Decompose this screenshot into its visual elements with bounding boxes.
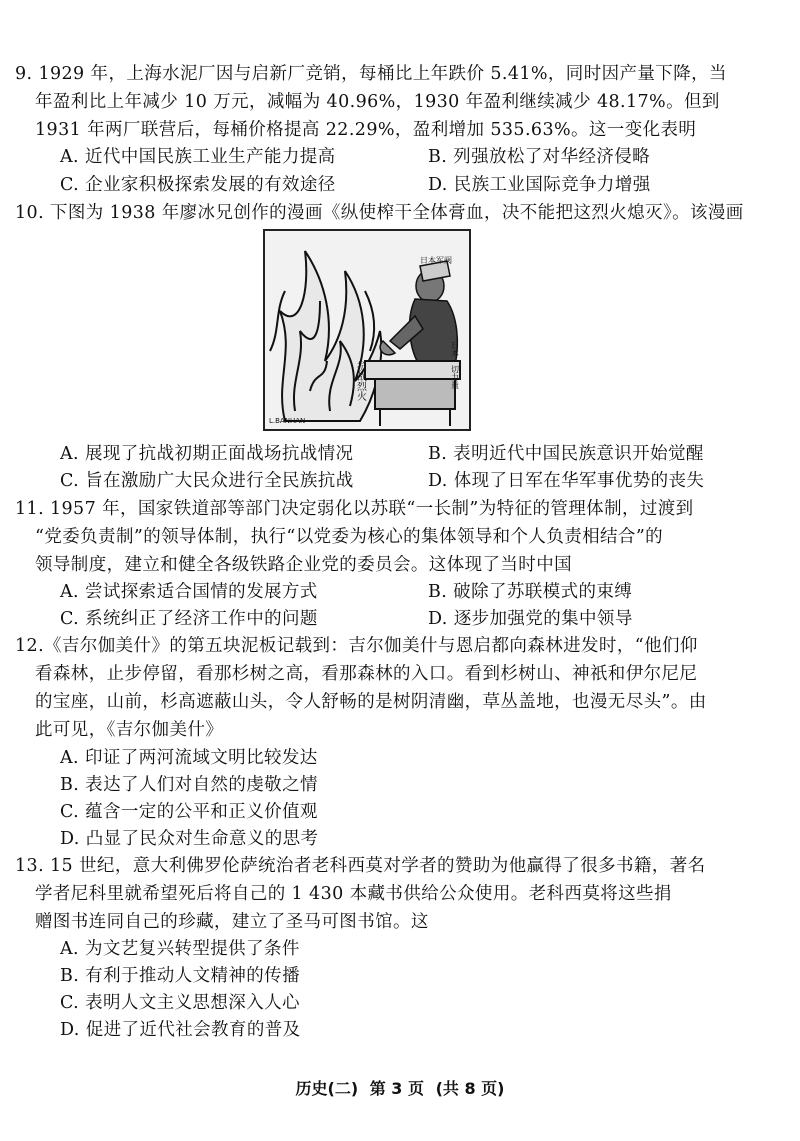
question-text-line: 此可见，《吉尔伽美什》 (35, 720, 224, 740)
option-c: C. 表明人文主义思想深入人心 (60, 993, 300, 1013)
option-c: C. 企业家积极探索发展的有效途径 (60, 175, 336, 195)
option-d: D. 逐步加强党的集中领导 (428, 609, 633, 629)
option-c: C. 系统纠正了经济工作中的问题 (60, 609, 318, 629)
option-a: A. 为文艺复兴转型提供了条件 (60, 939, 300, 959)
footer-page: 第 3 页 (369, 1079, 424, 1098)
option-d: D. 促进了近代社会教育的普及 (60, 1020, 301, 1040)
question-text-line: 赠图书连同自己的珍藏，建立了圣马可图书馆。这 (35, 912, 429, 932)
artist-signature: L.BANHAN (269, 417, 306, 425)
question-text-line: 10. 下图为 1938 年廖冰兄创作的漫画《纵使榨干全体膏血，决不能把这烈火熄灭》。该漫画 (15, 203, 744, 223)
option-c: C. 旨在激励广大民众进行全民族抗战 (60, 471, 354, 491)
side-label: 日本一切力量 (450, 341, 460, 389)
cartoon-image (263, 229, 471, 431)
cartoon-drawing (265, 231, 469, 429)
question-text-line: 12.《吉尔伽美什》的第五块泥板记载到：吉尔伽美什与恩启都向森林进发时，“他们仰 (15, 636, 698, 656)
hat-label: 日本军阀 (420, 256, 452, 265)
option-b: B. 表明近代中国民族意识开始觉醒 (428, 444, 704, 464)
question-text-line: 11. 1957 年，国家铁道部等部门决定弱化以苏联“一长制”为特征的管理体制，过渡到 (15, 499, 694, 519)
question-text-line: 领导制度，建立和健全各级铁路企业党的委员会。这体现了当时中国 (35, 555, 572, 575)
option-b: B. 有利于推动人文精神的传播 (60, 966, 300, 986)
option-a: A. 近代中国民族工业生产能力提高 (60, 147, 336, 167)
fire-label: 抗战烈火 (354, 361, 366, 401)
option-a: A. 展现了抗战初期正面战场抗战情况 (60, 444, 354, 464)
question-text-line: 的宝座，山前，杉高遮蔽山头，令人舒畅的是树阴清幽，草丛盖地，也漫无尽头”。由 (35, 692, 707, 712)
option-a: A. 印证了两河流域文明比较发达 (60, 748, 318, 768)
option-d: D. 凸显了民众对生命意义的思考 (60, 829, 319, 849)
question-text-line: 9. 1929 年，上海水泥厂因与启新厂竞销，每桶比上年跌价 5.41%，同时因产量下降，当 (15, 64, 727, 84)
question-text-line: 13. 15 世纪，意大利佛罗伦萨统治者老科西莫对学者的赞助为他赢得了很多书籍，著名 (15, 856, 706, 876)
question-text-line: 看森林，止步停留，看那杉树之高，看那森林的入口。看到杉树山、神祇和伊尔尼尼 (35, 664, 698, 684)
footer-subject: 历史(二) (295, 1079, 359, 1098)
page-footer (0, 1076, 800, 1099)
option-b: B. 列强放松了对华经济侵略 (428, 147, 651, 167)
question-text-line: 年盈利比上年减少 10 万元，减幅为 40.96%，1930 年盈利继续减少 48.17%。但到 (35, 92, 720, 112)
question-text-line: 学者尼科里就希望死后将自己的 1 430 本藏书供给公众使用。老科西莫将这些捐 (35, 884, 672, 904)
question-text-line: “党委负责制”的领导体制，执行“以党委为核心的集体领导和个人负责相结合”的 (35, 527, 664, 547)
option-d: D. 民族工业国际竞争力增强 (428, 175, 651, 195)
option-a: A. 尝试探索适合国情的发展方式 (60, 582, 318, 602)
option-d: D. 体现了日军在华军事优势的丧失 (428, 471, 705, 491)
question-text-line: 1931 年两厂联营后，每桶价格提高 22.29%，盈利增加 535.63%。这一变化表明 (35, 120, 697, 140)
option-b: B. 表达了人们对自然的虔敬之情 (60, 775, 318, 795)
option-c: C. 蕴含一定的公平和正义价值观 (60, 802, 318, 822)
option-b: B. 破除了苏联模式的束缚 (428, 582, 633, 602)
footer-total: (共 8 页) (435, 1079, 505, 1098)
